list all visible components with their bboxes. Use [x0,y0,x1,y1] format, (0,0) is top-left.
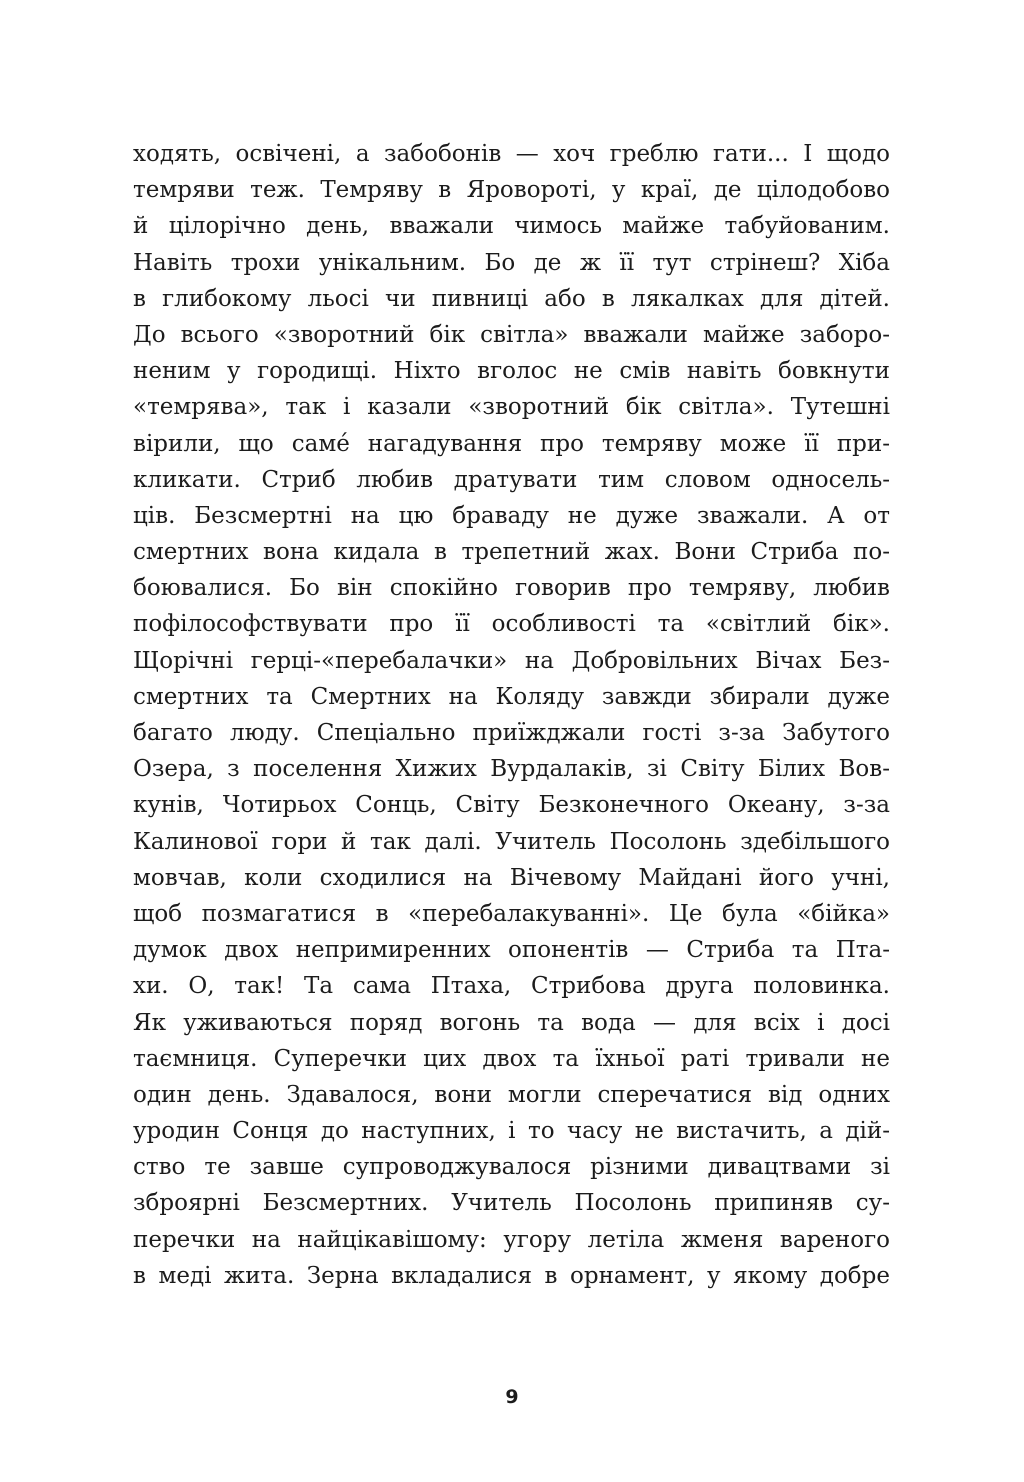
text-line-17: багато люду. Спеціально приїжджали гості з-за Забутого [133,720,890,746]
text-line-11: ців. Безсмертні на цю браваду не дуже зважали. А от [133,502,890,529]
text-line-12: смертних вона кидала в трепетний жах. Вони Стриба по- [133,539,890,566]
text-line-10: кликати. Стриб любив дратувати тим словом односель- [133,466,890,493]
text-line-4: Навіть трохи унікальним. Бо де ж її тут стрінеш? Хіба [133,249,890,276]
text-line-3: й цілорічно день, вважали чимось майже табуйованим. [133,213,890,240]
text-line-32: в меді жита. Зерна вкладалися в орнамент, у якому добре [133,1262,890,1289]
text-line-25: Як уживаються поряд вогонь та вода — для всіх і досі [133,1009,890,1036]
text-line-1: ходять, освічені, а забобонів — хоч греблю гати... І щодо [133,141,890,167]
text-line-7: неним у городищі. Ніхто вголос не смів навіть бовкнути [133,358,890,385]
text-line-22: щоб позмагатися в «перебалакуванні». Це була «бійка» [133,900,890,927]
text-line-19: кунів, Чотирьох Сонць, Світу Безконечного Океану, з-за [133,792,890,819]
text-line-13: боювалися. Бо він спокійно говорив про темряву, любив [133,575,890,602]
text-line-14: пофілософствувати про її особливості та «світлий бік». [133,611,890,638]
text-line-27: один день. Здавалося, вони могли сперечатися від одних [133,1081,890,1108]
text-line-23: думок двох непримиренних опонентів — Стриба та Пта- [133,937,890,964]
text-line-18: Озера, з поселення Хижих Вурдалаків, зі Світу Білих Вов- [133,756,890,783]
text-line-6: До всього «зворотний бік світла» вважали майже заборо- [133,321,890,348]
text-line-28: уродин Сонця до наступних, і то часу не вистачить, а дій- [133,1118,890,1145]
page-number: 9 [505,1386,519,1408]
text-line-29: ство те завше супроводжувалося різними дивацтвами зі [133,1154,890,1181]
text-line-26: таємниця. Суперечки цих двох та їхньої раті тривали не [133,1045,890,1072]
body-text [133,136,890,1294]
text-line-21: мовчав, коли сходилися на Вічевому Майдані його учні, [133,864,890,891]
text-line-5: в глибокому льосі чи пивниці або в лякалках для дітей. [133,285,890,312]
text-line-30: зброярні Безсмертних. Учитель Посолонь припиняв су- [133,1190,890,1217]
text-line-16: смертних та Смертних на Коляду завжди збирали дуже [133,683,890,710]
text-line-24: хи. О, так! Та сама Птаха, Стрибова друга половинка. [133,973,890,1000]
text-line-15: Щорічні герці-«перебалачки» на Добровільних Вічах Без- [133,647,890,674]
text-line-9: вірили, що самé нагадування про темряву може її при- [133,430,890,457]
text-line-8: «темрява», так і казали «зворотний бік світла». Тутешні [133,394,890,421]
text-line-20: Калинової гори й так далі. Учитель Посолонь здебільшого [133,828,890,855]
text-line-2: темряви теж. Темряву в Яровороті, у краї, де цілодобово [133,177,890,204]
text-line-31: перечки на найцікавішому: угору летіла жменя вареного [133,1226,890,1253]
